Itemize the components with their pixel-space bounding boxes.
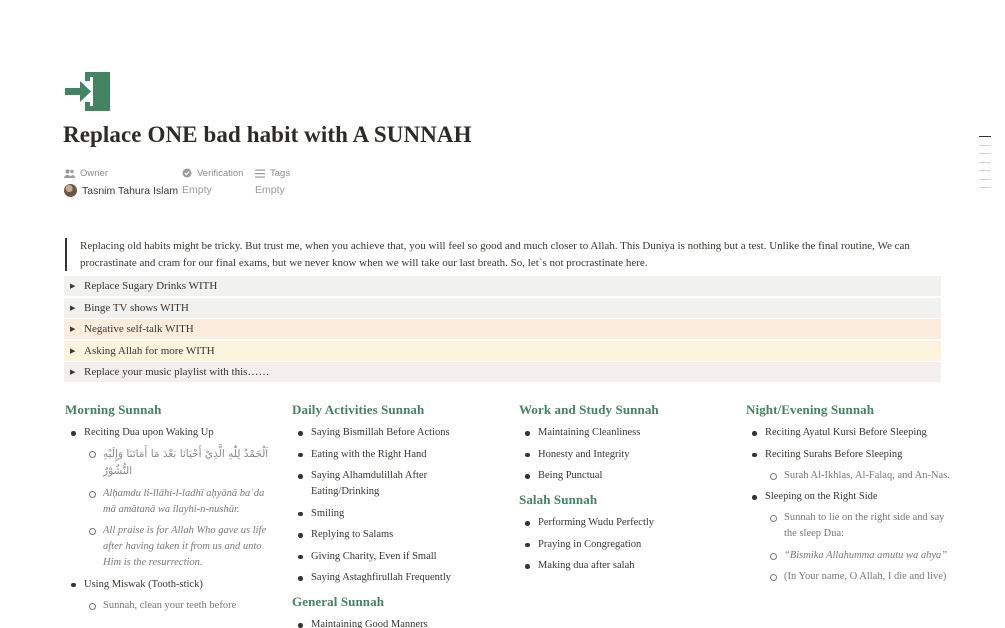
toggle-arrow-icon[interactable]: ▶ [70,368,76,376]
column-work-study-sunnah [519,402,724,580]
tags-label-text: Tags [270,167,291,179]
list-item: Eating with the Right Hand [292,447,497,463]
heading-general-sunnah: General Sunnah [292,594,385,609]
list-item: Saying Bismillah Before Actions [292,425,497,441]
list-item: Maintaining Good Manners [292,617,497,628]
heading-daily-activities-sunnah: Daily Activities Sunnah [292,402,425,417]
toggle-label: Negative self-talk WITH [84,323,194,335]
heading-morning-sunnah: Morning Sunnah [65,402,162,417]
verification-property[interactable] [182,166,244,196]
intro-quote: Replacing old habits might be tricky. But trust me, when you achieve that, you will feel so good and much closer to Allah. This Duniya is nothing but a test. Unlike the final routine, We can procrastinate and cram for our final exams, but we never know when we will take our last breath. So, let`s not procrastinate here. [65,238,941,271]
toggle-negative-self-talk[interactable] [64,319,941,339]
list-item [65,577,270,614]
toc-line[interactable] [979,153,991,154]
list-item: Alḥamdu li-llāhi-l-ladhī aḥyānā baʿda mā amātanā wa ilayhi-n-nushūr. [84,486,270,518]
table-of-contents-minimap[interactable] [979,136,991,196]
people-icon [64,169,75,178]
toggle-label: Replace Sugary Drinks WITH [84,280,218,292]
owner-name: Tasnim Tahura Islam [82,184,179,197]
tags-property-label [255,166,290,180]
heading-work-study-sunnah: Work and Study Sunnah [519,402,659,417]
owner-property-label [64,166,108,180]
list-item: Performing Wudu Perfectly [519,515,724,531]
list-item-text: Reciting Surahs Before Sleeping [765,448,903,460]
list-item: “Bismika Allahumma amutu wa ahya” [765,548,951,564]
list-item: Making dua after salah [519,558,724,574]
list-item-text: Sleeping on the Right Side [765,491,878,502]
toggle-binge-tv[interactable] [64,298,941,318]
list-icon [255,169,265,178]
list-item: Reciting Ayatul Kursi Before Sleeping [746,425,951,441]
toc-line[interactable] [979,136,991,137]
list-item: All praise is for Allah Who gave us life after having taken it from us and unto Him is the resurrection. [84,523,270,571]
avatar [64,184,77,197]
toggle-list [64,276,941,384]
column-daily-activities-sunnah [292,402,497,628]
toggle-music-playlist[interactable] [64,362,941,382]
tags-value[interactable]: Empty [255,184,285,196]
toggle-sugary-drinks[interactable] [64,276,941,296]
list-item [65,425,270,571]
toggle-arrow-icon[interactable]: ▶ [70,346,76,355]
toc-line[interactable] [979,187,991,188]
toc-line[interactable] [979,170,991,171]
verified-check-icon [182,168,192,178]
toc-line[interactable] [979,179,991,180]
list-item-text: Reciting Dua upon Waking Up [84,427,214,438]
owner-value[interactable] [64,184,178,197]
heading-salah-sunnah: Salah Sunnah [519,492,598,507]
list-item: (In Your name, O Allah, I die and live) [765,569,951,585]
owner-property[interactable] [64,166,179,197]
column-morning-sunnah [65,402,270,619]
list-item: Honesty and Integrity [519,447,724,463]
list-item: Praying in Congregation [519,537,724,553]
toggle-arrow-icon[interactable]: ▶ [70,325,76,333]
toggle-label: Replace your music playlist with this…… [84,366,270,378]
list-item: اَلْحَمْدُ لِلّٰهِ الَّذِيْ أَحْيَانَا بَعْدَ مَا أَمَاتَنَا وَإِلَيْهِ النُّشُوْرُ [84,446,270,480]
toggle-label: Asking Allah for more WITH [84,344,215,357]
verification-property-label [182,166,243,180]
list-item: Saying Astaghfirullah Frequently [292,570,497,586]
list-item [746,489,951,585]
column-night-evening-sunnah [746,402,951,591]
verification-label-text: Verification [197,167,244,179]
verification-value[interactable]: Empty [182,184,212,196]
list-item: Smiling [292,506,497,522]
list-item: Being Punctual [519,468,724,484]
list-item: Giving Charity, Even if Small [292,549,497,565]
exit-door-arrow-icon[interactable] [63,68,113,114]
heading-night-evening-sunnah: Night/Evening Sunnah [746,402,875,417]
list-item-text: Using Miswak (Tooth-stick) [84,578,203,590]
list-item: Surah Al-Ikhlas, Al-Falaq, and An-Nas. [765,468,951,484]
page-title: Replace ONE bad habit with A SUNNAH [63,122,472,147]
list-item [746,447,951,484]
owner-label-text: Owner [80,167,108,179]
list-item: Saying Alhamdulillah After Eating/Drinking [292,468,497,500]
toggle-arrow-icon[interactable]: ▶ [70,303,76,312]
list-item: Replying to Salams [292,527,497,543]
tags-property[interactable] [255,166,291,196]
toggle-label: Binge TV shows WITH [84,301,189,314]
list-item: Maintaining Cleanliness [519,425,724,441]
toc-line[interactable] [979,145,991,146]
toggle-arrow-icon[interactable]: ▶ [70,282,76,290]
list-item: Sunnah, clean your teeth before [84,598,270,614]
toc-line[interactable] [979,162,991,163]
toggle-asking-allah[interactable] [64,341,941,361]
list-item: Sunnah to lie on the right side and say the sleep Dua: [765,510,951,542]
